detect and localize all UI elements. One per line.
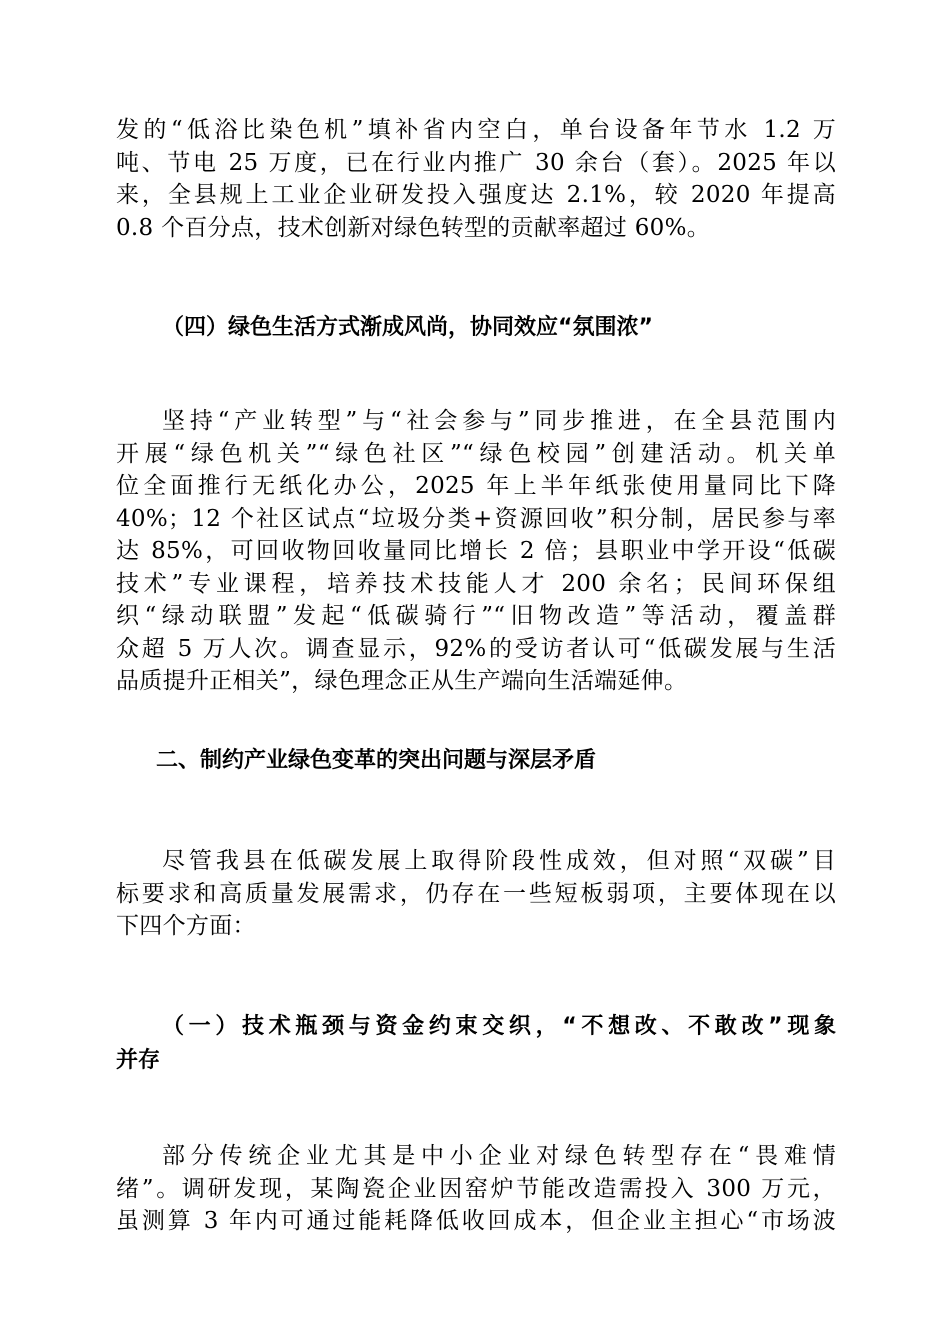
section-heading-problems bbox=[116, 744, 836, 778]
section-heading-green-lifestyle bbox=[116, 311, 836, 345]
section-heading-tech-funding bbox=[116, 1010, 836, 1078]
text-line: 开展“绿色机关”“绿色社区”“绿色校园”创建活动。机关单 bbox=[116, 440, 836, 467]
heading-line: 二、制约产业绿色变革的突出问题与深层矛盾 bbox=[156, 748, 597, 773]
text-line: 位全面推行无纸化办公，2025 年上半年纸张使用量同比下降 bbox=[116, 473, 836, 499]
paragraph-sme-reluctance bbox=[116, 1140, 836, 1238]
text-line: 品质提升正相关”，绿色理念正从生产端向生活端延伸。 bbox=[116, 668, 688, 694]
text-line: 虽测算 3 年内可通过能耗降低收回成本，但企业主担心“市场波 bbox=[116, 1208, 836, 1234]
heading-line: （四）绿色生活方式渐成风尚，协同效应“氛围浓” bbox=[162, 315, 653, 340]
text-line: 标要求和高质量发展需求，仍存在一些短板弱项，主要体现在以 bbox=[116, 880, 836, 907]
text-line: 织“绿动联盟”发起“低碳骑行”“旧物改造”等活动，覆盖群 bbox=[116, 603, 836, 629]
heading-line: 并存 bbox=[116, 1048, 161, 1073]
text-line: 部分传统企业尤其是中小企业对绿色转型存在“畏难情 bbox=[162, 1143, 836, 1169]
text-line: 吨、节电 25 万度，已在行业内推广 30 余台（套）。2025 年以 bbox=[116, 149, 836, 176]
text-line: 0.8 个百分点，技术创新对绿色转型的贡献率超过 60%。 bbox=[116, 214, 711, 241]
text-line: 来，全县规上工业企业研发投入强度达 2.1%，较 2020 年提高 bbox=[116, 182, 836, 208]
text-line: 40%；12 个社区试点“垃圾分类+资源回收”积分制，居民参与率 bbox=[116, 505, 836, 532]
text-line: 尽管我县在低碳发展上取得阶段性成效，但对照“双碳”目 bbox=[162, 848, 836, 874]
text-line: 绪”。调研发现，某陶瓷企业因窑炉节能改造需投入 300 万元， bbox=[116, 1175, 836, 1202]
text-line: 坚持“产业转型”与“社会参与”同步推进，在全县范围内 bbox=[162, 408, 836, 434]
paragraph-tech-innovation bbox=[116, 114, 836, 244]
text-line: 达 85%，可回收物回收量同比增长 2 倍；县职业中学开设“低碳 bbox=[116, 538, 836, 564]
heading-line: （一）技术瓶颈与资金约束交织，“不想改、不敢改”现象 bbox=[162, 1014, 836, 1039]
paragraph-problems-intro bbox=[116, 845, 836, 943]
paragraph-green-lifestyle bbox=[116, 405, 836, 698]
text-line: 发的“低浴比染色机”填补省内空白，单台设备年节水 1.2 万 bbox=[116, 117, 836, 143]
text-line: 众超 5 万人次。调查显示，92%的受访者认可“低碳发展与生活 bbox=[116, 635, 836, 662]
text-line: 技术”专业课程，培养技术技能人才 200 余名；民间环保组 bbox=[116, 570, 836, 597]
text-line: 下四个方面： bbox=[116, 913, 256, 939]
